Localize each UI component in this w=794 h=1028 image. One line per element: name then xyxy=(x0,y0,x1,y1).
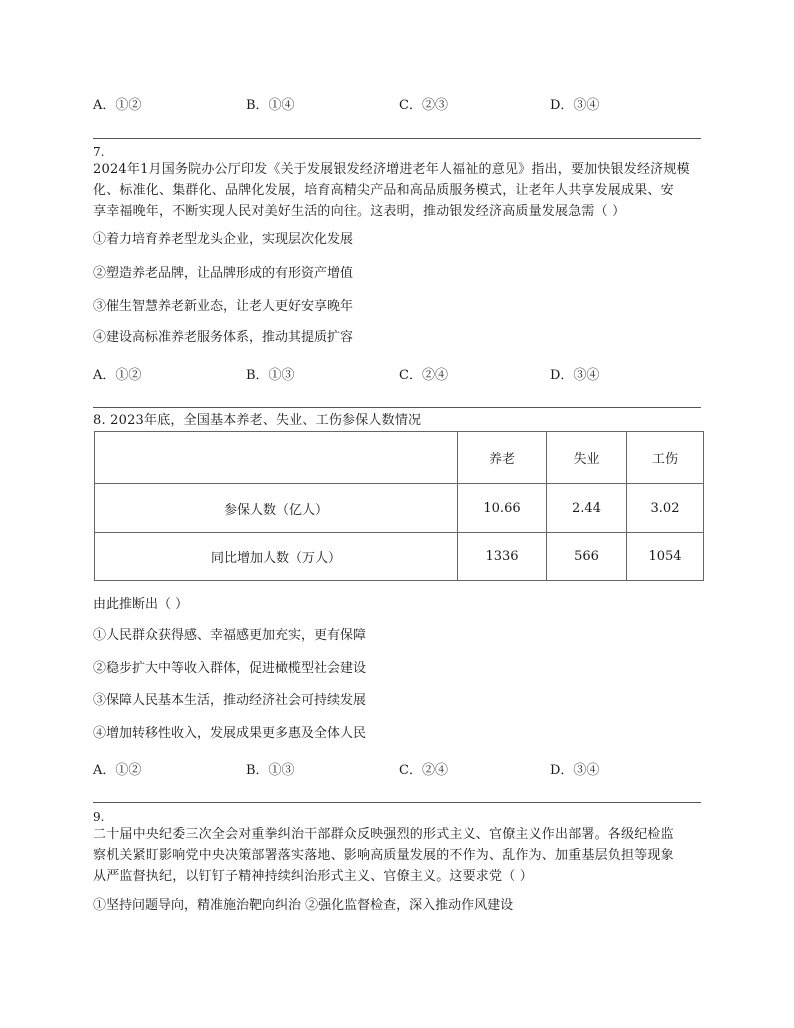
stem-line: 从严监督执纪，以钉钉子精神持续纠治形式主义、官僚主义。这要求党（ ） xyxy=(93,869,533,884)
q6-option-c[interactable]: C．②③ xyxy=(399,97,448,113)
q8-item-1: ①人民群众获得感、幸福感更加充实，更有保障 xyxy=(93,628,367,643)
table-row xyxy=(95,484,704,533)
q7-option-b[interactable]: B．①③ xyxy=(246,367,295,383)
stem-line: 二十届中央纪委三次全会对重拳纠治干部群众反映强烈的形式主义、官僚主义作出部署。各级纪检监 xyxy=(93,827,674,842)
q8-option-b[interactable]: B．①③ xyxy=(246,762,295,778)
q7-option-d[interactable]: D．③④ xyxy=(550,367,600,383)
table-cell: 566 xyxy=(547,533,627,581)
question-number: 9. xyxy=(93,810,105,824)
question-9 xyxy=(93,810,701,887)
table-cell: 2.44 xyxy=(547,484,627,533)
q7-item-3: ③催生智慧养老新业态，让老人更好安享晚年 xyxy=(93,299,354,314)
stem-line: 享幸福晚年，不断实现人民对美好生活的向往。这表明，推动银发经济高质量发展急需（ ） xyxy=(93,204,626,219)
table-cell: 参保人数（亿人） xyxy=(95,484,458,533)
q6-option-d[interactable]: D．③④ xyxy=(550,97,600,113)
q9-items: ①坚持问题导向，精准施治靶向纠治 ②强化监督检查，深入推动作风建设 xyxy=(93,898,514,913)
stem-line: 2024年1月国务院办公厅印发《关于发展银发经济增进老年人福祉的意见》指出，要加快银发经济规模 xyxy=(93,162,690,177)
table-cell: 同比增加人数（万人） xyxy=(95,533,458,581)
question-stem xyxy=(93,824,701,887)
question-7 xyxy=(93,145,701,222)
q8-stem: 8. 2023年底，全国基本养老、失业、工伤参保人数情况 xyxy=(93,413,422,428)
q7-option-a[interactable]: A．①② xyxy=(93,367,142,383)
table-header-row xyxy=(95,432,704,484)
q8-option-a[interactable]: A．①② xyxy=(93,762,142,778)
divider xyxy=(93,407,701,408)
question-number: 7. xyxy=(93,145,105,159)
table-cell: 3.02 xyxy=(627,484,704,533)
table-header-cell: 养老 xyxy=(458,432,547,484)
q6-option-b[interactable]: B．①④ xyxy=(246,97,295,113)
q8-prompt: 由此推断出（ ） xyxy=(93,597,189,612)
q7-option-c[interactable]: C．②④ xyxy=(399,367,448,383)
q8-option-c[interactable]: C．②④ xyxy=(399,762,448,778)
q6-option-a[interactable]: A．①② xyxy=(93,97,142,113)
question-stem xyxy=(93,159,701,222)
table-cell: 10.66 xyxy=(458,484,547,533)
q8-item-4: ④增加转移性收入，发展成果更多惠及全体人民 xyxy=(93,726,367,741)
table-cell: 1336 xyxy=(458,533,547,581)
q7-item-1: ①着力培育养老型龙头企业，实现层次化发展 xyxy=(93,232,354,247)
divider xyxy=(93,138,701,139)
stem-line: 察机关紧盯影响党中央决策部署落实落地、影响高质量发展的不作为、乱作为、加重基层负担等现象 xyxy=(93,848,674,863)
q8-item-2: ②稳步扩大中等收入群体，促进橄榄型社会建设 xyxy=(93,661,367,676)
q8-item-3: ③保障人民基本生活，推动经济社会可持续发展 xyxy=(93,693,367,708)
table-cell: 1054 xyxy=(627,533,704,581)
q7-item-2: ②塑造养老品牌，让品牌形成的有形资产增值 xyxy=(93,266,354,281)
divider xyxy=(93,802,701,803)
q7-options xyxy=(93,363,599,383)
q8-options xyxy=(93,758,599,778)
table-row xyxy=(95,533,704,581)
table-header-cell: 工伤 xyxy=(627,432,704,484)
stem-line: 化、标准化、集群化、品牌化发展，培育高精尖产品和高品质服务模式，让老年人共享发展成果、安 xyxy=(93,183,674,198)
q6-options xyxy=(93,93,599,113)
table-header-cell: 失业 xyxy=(547,432,627,484)
table-header-cell xyxy=(95,432,458,484)
insurance-table xyxy=(94,431,704,581)
q8-option-d[interactable]: D．③④ xyxy=(550,762,600,778)
q7-item-4: ④建设高标准养老服务体系，推动其提质扩容 xyxy=(93,330,354,345)
